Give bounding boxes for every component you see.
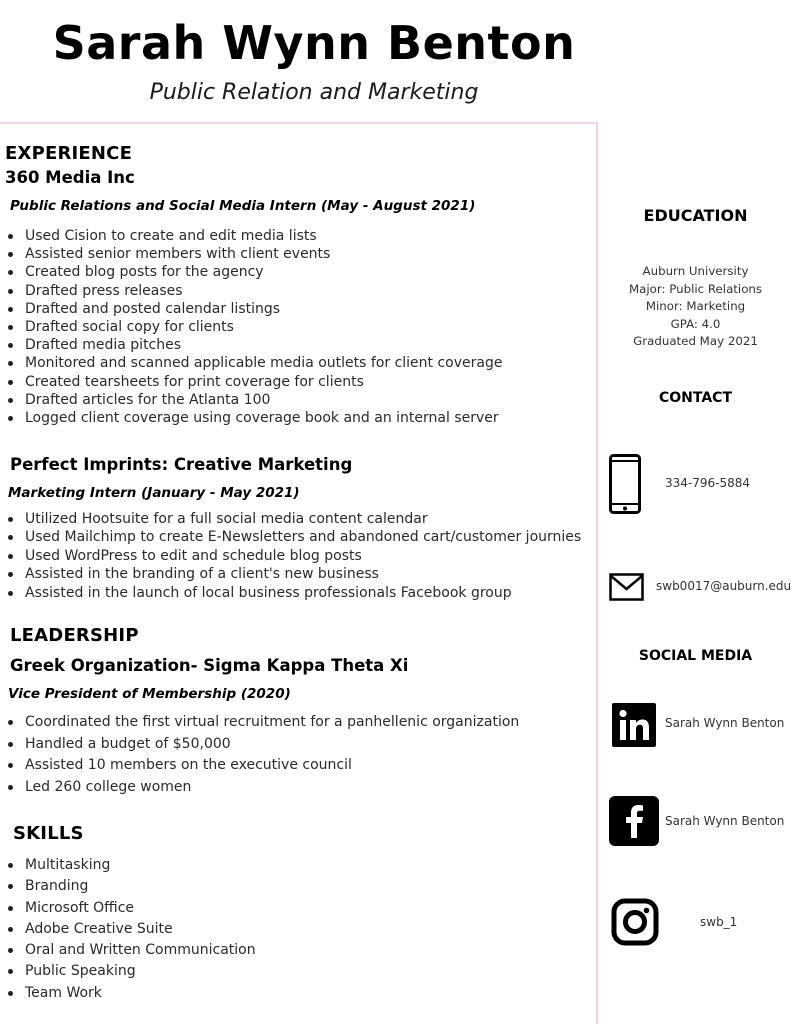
contact-phone: 334-796-5884 bbox=[665, 476, 751, 490]
social-media-heading: SOCIAL MEDIA bbox=[638, 648, 753, 664]
job-1-company: 360 Media Inc bbox=[5, 168, 135, 187]
job-1-role: Public Relations and Social Media Intern (May - August 2021) bbox=[10, 198, 476, 214]
leadership-bullets bbox=[5, 712, 519, 798]
job-2-company: Perfect Imprints: Creative Marketing bbox=[10, 455, 353, 474]
list-item: Led 260 college women bbox=[5, 777, 519, 799]
list-item: Assisted 10 members on the executive council bbox=[5, 755, 519, 777]
contact-email: swb0017@auburn.edu bbox=[656, 579, 791, 593]
leadership-organization: Greek Organization- Sigma Kappa Theta Xi bbox=[10, 656, 409, 675]
education-major: Major: Public Relations bbox=[628, 281, 763, 296]
list-item: Utilized Hootsuite for a full social media content calendar bbox=[5, 510, 581, 528]
list-item: Used Cision to create and edit media lists bbox=[5, 227, 502, 245]
mail-icon bbox=[609, 573, 644, 605]
list-item: Drafted media pitches bbox=[5, 336, 502, 354]
list-item: Assisted in the launch of local business professionals Facebook group bbox=[5, 584, 581, 602]
list-item: Assisted senior members with client events bbox=[5, 245, 502, 263]
list-item: Adobe Creative Suite bbox=[5, 919, 256, 940]
education-graduated: Graduated May 2021 bbox=[633, 334, 758, 349]
list-item: Logged client coverage using coverage book and an internal server bbox=[5, 409, 502, 427]
education-minor: Minor: Marketing bbox=[645, 299, 746, 314]
list-item: Used Mailchimp to create E-Newsletters and abandoned cart/customer journies bbox=[5, 528, 581, 546]
list-item: Drafted articles for the Atlanta 100 bbox=[5, 391, 502, 409]
contact-heading: CONTACT bbox=[658, 390, 732, 406]
list-item: Branding bbox=[5, 876, 256, 897]
instagram-icon bbox=[611, 898, 659, 950]
phone-icon bbox=[609, 454, 641, 518]
list-item: Coordinated the first virtual recruitment for a panhellenic organization bbox=[5, 712, 519, 734]
list-item: Microsoft Office bbox=[5, 898, 256, 919]
linkedin-icon bbox=[612, 703, 656, 751]
leadership-role: Vice President of Membership (2020) bbox=[8, 686, 291, 702]
linkedin-handle: Sarah Wynn Benton bbox=[665, 716, 785, 730]
list-item: Used WordPress to edit and schedule blog posts bbox=[5, 547, 581, 565]
list-item: Assisted in the branding of a client's new business bbox=[5, 565, 581, 583]
leadership-heading: LEADERSHIP bbox=[10, 625, 139, 646]
education-details bbox=[600, 263, 791, 351]
education-gpa: GPA: 4.0 bbox=[670, 316, 721, 331]
list-item: Created blog posts for the agency bbox=[5, 263, 502, 281]
skills-heading: SKILLS bbox=[13, 823, 84, 844]
list-item: Public Speaking bbox=[5, 961, 256, 982]
list-item: Drafted press releases bbox=[5, 282, 502, 300]
facebook-handle: Sarah Wynn Benton bbox=[665, 814, 785, 828]
experience-heading: EXPERIENCE bbox=[5, 143, 133, 164]
education-heading: EDUCATION bbox=[643, 206, 748, 225]
instagram-handle: swb_1 bbox=[700, 915, 738, 929]
list-item: Created tearsheets for print coverage for clients bbox=[5, 373, 502, 391]
job-2-role: Marketing Intern (January - May 2021) bbox=[8, 485, 300, 501]
education-school: Auburn University bbox=[642, 264, 749, 278]
job-2-bullets bbox=[5, 510, 581, 602]
skills-list bbox=[5, 855, 256, 1004]
list-item: Oral and Written Communication bbox=[5, 940, 256, 961]
resume-title: Public Relation and Marketing bbox=[149, 80, 479, 105]
resume-name: Sarah Wynn Benton bbox=[52, 16, 576, 70]
job-1-bullets bbox=[5, 227, 502, 427]
list-item: Multitasking bbox=[5, 855, 256, 876]
facebook-icon bbox=[609, 796, 659, 850]
list-item: Monitored and scanned applicable media outlets for client coverage bbox=[5, 354, 502, 372]
list-item: Handled a budget of $50,000 bbox=[5, 734, 519, 756]
list-item: Drafted and posted calendar listings bbox=[5, 300, 502, 318]
list-item: Drafted social copy for clients bbox=[5, 318, 502, 336]
list-item: Team Work bbox=[5, 983, 256, 1004]
